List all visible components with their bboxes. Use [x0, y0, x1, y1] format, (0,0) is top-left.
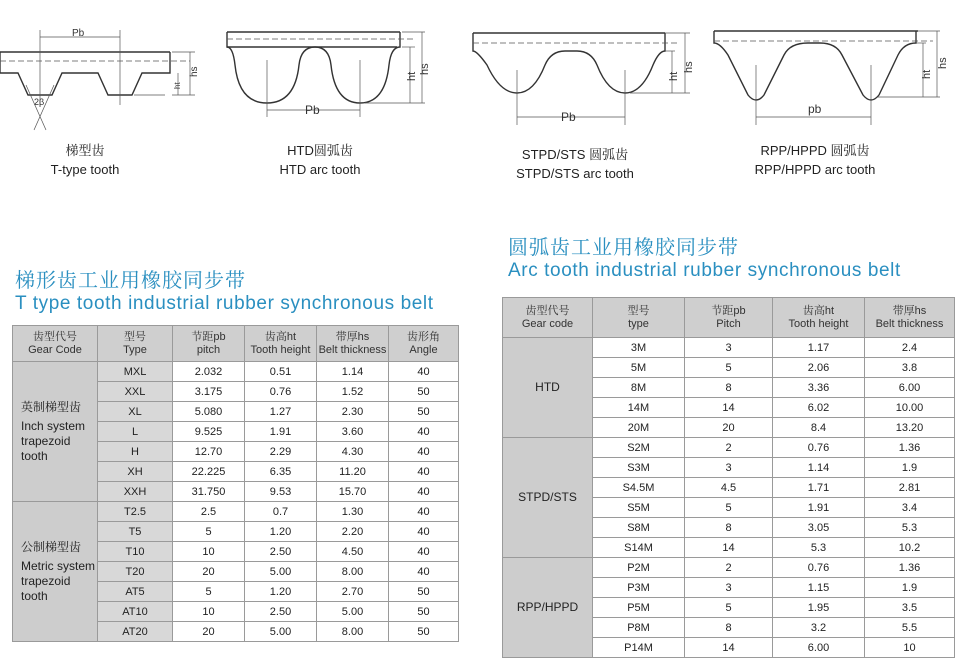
group-label-zh: 英制梯型齿	[21, 399, 82, 414]
belt-thickness-cell: 1.36	[865, 558, 955, 578]
angle-cell: 40	[389, 442, 459, 462]
tooth-height-cell: 2.29	[245, 442, 317, 462]
tooth-height-cell: 3.05	[773, 518, 865, 538]
tooth-height-cell: 6.35	[245, 462, 317, 482]
angle-cell: 40	[389, 422, 459, 442]
stpd-caption	[495, 145, 655, 183]
gear-code-group-cell	[13, 362, 98, 502]
type-cell: 8M	[593, 378, 685, 398]
pb-label: Pb	[72, 28, 85, 39]
type-cell: H	[98, 442, 173, 462]
pitch-cell: 9.525	[173, 422, 245, 442]
t-type-caption-en: T-type tooth	[50, 162, 120, 177]
tooth-height-cell: 1.17	[773, 338, 865, 358]
pitch-cell: 3.175	[173, 382, 245, 402]
angle-cell: 40	[389, 362, 459, 382]
pitch-cell: 5	[173, 522, 245, 542]
gear-code-group-cell: HTD	[503, 338, 593, 438]
pitch-cell: 10	[173, 602, 245, 622]
header-type: 型号 type	[593, 298, 685, 338]
pitch-cell: 5	[685, 358, 773, 378]
tooth-height-cell: 5.00	[245, 562, 317, 582]
pitch-cell: 2	[685, 438, 773, 458]
tooth-height-cell: 0.51	[245, 362, 317, 382]
pitch-cell: 2.032	[173, 362, 245, 382]
rpp-caption	[735, 141, 895, 179]
tooth-height-cell: 3.36	[773, 378, 865, 398]
t-type-caption	[15, 141, 155, 179]
pitch-cell: 12.70	[173, 442, 245, 462]
belt-thickness-cell: 10	[865, 638, 955, 658]
type-cell: XH	[98, 462, 173, 482]
type-cell: P5M	[593, 598, 685, 618]
pitch-cell: 20	[685, 418, 773, 438]
type-cell: S4.5M	[593, 478, 685, 498]
tooth-height-cell: 1.27	[245, 402, 317, 422]
angle-cell: 40	[389, 502, 459, 522]
angle-cell: 50	[389, 402, 459, 422]
belt-thickness-cell: 8.00	[317, 622, 389, 642]
stpd-caption-en: STPD/STS arc tooth	[516, 166, 634, 181]
arc-section-heading	[508, 231, 901, 282]
t-table-body	[13, 362, 459, 642]
pitch-cell: 22.225	[173, 462, 245, 482]
belt-thickness-cell: 6.00	[865, 378, 955, 398]
belt-thickness-cell: 1.9	[865, 458, 955, 478]
pb-label: Pb	[305, 103, 320, 117]
type-cell: P3M	[593, 578, 685, 598]
type-cell: MXL	[98, 362, 173, 382]
type-cell: 3M	[593, 338, 685, 358]
pitch-cell: 2	[685, 558, 773, 578]
belt-thickness-cell: 2.70	[317, 582, 389, 602]
gear-code-group-cell: RPP/HPPD	[503, 558, 593, 658]
pitch-cell: 8	[685, 378, 773, 398]
header-angle: 齿形角 Angle	[389, 326, 459, 362]
t-section-heading	[15, 264, 434, 315]
angle-cell: 50	[389, 602, 459, 622]
htd-caption	[240, 141, 400, 179]
t-table-header-row	[13, 326, 459, 362]
pitch-cell: 3	[685, 458, 773, 478]
table-row	[13, 362, 459, 382]
pitch-cell: 31.750	[173, 482, 245, 502]
tooth-height-cell: 8.4	[773, 418, 865, 438]
t-type-tooth-drawing	[0, 25, 210, 140]
type-cell: AT20	[98, 622, 173, 642]
type-cell: AT5	[98, 582, 173, 602]
type-cell: S2M	[593, 438, 685, 458]
tooth-height-cell: 6.02	[773, 398, 865, 418]
tooth-height-cell: 0.76	[245, 382, 317, 402]
pitch-cell: 5.080	[173, 402, 245, 422]
header-belt-thickness: 带厚hs Belt thickness	[865, 298, 955, 338]
pitch-cell: 8	[685, 618, 773, 638]
belt-thickness-cell: 2.20	[317, 522, 389, 542]
type-cell: 5M	[593, 358, 685, 378]
type-cell: S5M	[593, 498, 685, 518]
type-cell: P8M	[593, 618, 685, 638]
belt-thickness-cell: 1.14	[317, 362, 389, 382]
belt-thickness-cell: 3.4	[865, 498, 955, 518]
htd-tooth-diagram	[215, 25, 435, 125]
pitch-cell: 20	[173, 622, 245, 642]
angle-label: 2β	[34, 97, 45, 107]
angle-cell: 50	[389, 382, 459, 402]
tooth-height-cell: 1.15	[773, 578, 865, 598]
type-cell: XXH	[98, 482, 173, 502]
header-gear-code: 齿型代号 Gear code	[503, 298, 593, 338]
pitch-cell: 20	[173, 562, 245, 582]
belt-thickness-cell: 10.00	[865, 398, 955, 418]
type-cell: L	[98, 422, 173, 442]
belt-thickness-cell: 1.30	[317, 502, 389, 522]
pitch-cell: 14	[685, 638, 773, 658]
stpd-tooth-diagram	[465, 25, 695, 130]
belt-thickness-cell: 2.81	[865, 478, 955, 498]
table-row	[13, 502, 459, 522]
tooth-height-cell: 2.50	[245, 542, 317, 562]
belt-thickness-cell: 1.52	[317, 382, 389, 402]
t-section-title-zh: 梯形齿工业用橡胶同步带	[15, 270, 246, 292]
pitch-cell: 5	[173, 582, 245, 602]
ht-label: ht	[173, 82, 182, 89]
hs-label: hs	[683, 61, 695, 73]
belt-thickness-cell: 2.30	[317, 402, 389, 422]
angle-cell: 40	[389, 562, 459, 582]
tooth-height-cell: 3.2	[773, 618, 865, 638]
pitch-cell: 4.5	[685, 478, 773, 498]
angle-cell: 40	[389, 542, 459, 562]
type-cell: XL	[98, 402, 173, 422]
header-pitch: 节距pb pitch	[173, 326, 245, 362]
rpp-tooth-drawing	[708, 25, 953, 130]
pitch-cell: 8	[685, 518, 773, 538]
stpd-tooth-drawing	[465, 25, 695, 130]
angle-cell: 50	[389, 582, 459, 602]
type-cell: S3M	[593, 458, 685, 478]
tooth-height-cell: 1.20	[245, 522, 317, 542]
belt-thickness-cell: 4.50	[317, 542, 389, 562]
type-cell: P14M	[593, 638, 685, 658]
rpp-caption-zh: RPP/HPPD 圆弧齿	[760, 143, 870, 158]
angle-cell: 40	[389, 522, 459, 542]
type-cell: S14M	[593, 538, 685, 558]
belt-thickness-cell: 10.2	[865, 538, 955, 558]
pitch-cell: 3	[685, 578, 773, 598]
tooth-height-cell: 5.00	[245, 622, 317, 642]
stpd-caption-zh: STPD/STS 圆弧齿	[521, 147, 629, 162]
tooth-height-cell: 1.14	[773, 458, 865, 478]
table-row	[503, 558, 955, 578]
type-cell: T20	[98, 562, 173, 582]
angle-cell: 50	[389, 622, 459, 642]
belt-thickness-cell: 5.5	[865, 618, 955, 638]
tooth-height-cell: 1.91	[245, 422, 317, 442]
ht-label: ht	[668, 71, 680, 81]
pitch-cell: 2.5	[173, 502, 245, 522]
type-cell: 14M	[593, 398, 685, 418]
tooth-height-cell: 1.95	[773, 598, 865, 618]
t-type-tooth-diagram	[0, 25, 210, 140]
arc-table-body	[503, 338, 955, 658]
belt-thickness-cell: 5.00	[317, 602, 389, 622]
ht-label: ht	[921, 69, 933, 79]
gear-code-group-cell: STPD/STS	[503, 438, 593, 558]
tooth-height-cell: 0.7	[245, 502, 317, 522]
belt-thickness-cell: 13.20	[865, 418, 955, 438]
pitch-cell: 10	[173, 542, 245, 562]
tooth-height-cell: 1.71	[773, 478, 865, 498]
tooth-height-cell: 5.3	[773, 538, 865, 558]
belt-thickness-cell: 4.30	[317, 442, 389, 462]
pitch-cell: 14	[685, 538, 773, 558]
pitch-cell: 3	[685, 338, 773, 358]
arc-section-title-en: Arc tooth industrial rubber synchronous belt	[508, 260, 901, 281]
header-pitch: 节距pb Pitch	[685, 298, 773, 338]
table-row	[503, 338, 955, 358]
pb-label: Pb	[561, 110, 576, 124]
belt-thickness-cell: 11.20	[317, 462, 389, 482]
pitch-cell: 14	[685, 398, 773, 418]
htd-caption-zh: HTD圆弧齿	[287, 143, 353, 158]
arc-section-title-zh: 圆弧齿工业用橡胶同步带	[508, 237, 739, 259]
header-belt-thickness: 带厚hs Belt thickness	[317, 326, 389, 362]
rpp-tooth-diagram	[708, 25, 953, 130]
tooth-height-cell: 2.50	[245, 602, 317, 622]
group-label-en: Inch system trapezoid tooth	[21, 418, 86, 463]
header-gear-code: 齿型代号 Gear Code	[13, 326, 98, 362]
type-cell: T5	[98, 522, 173, 542]
tooth-height-cell: 2.06	[773, 358, 865, 378]
belt-thickness-cell: 3.5	[865, 598, 955, 618]
hs-label: hs	[937, 57, 949, 69]
header-tooth-height: 齿高ht Tooth height	[245, 326, 317, 362]
belt-thickness-cell: 2.4	[865, 338, 955, 358]
type-cell: 20M	[593, 418, 685, 438]
tooth-height-cell: 6.00	[773, 638, 865, 658]
t-type-caption-zh: 梯型齿	[65, 143, 105, 158]
belt-thickness-cell: 5.3	[865, 518, 955, 538]
type-cell: P2M	[593, 558, 685, 578]
arc-table-header-row	[503, 298, 955, 338]
angle-cell: 40	[389, 462, 459, 482]
belt-thickness-cell: 1.36	[865, 438, 955, 458]
angle-cell: 40	[389, 482, 459, 502]
header-type: 型号 Type	[98, 326, 173, 362]
tooth-height-cell: 1.91	[773, 498, 865, 518]
tooth-height-cell: 0.76	[773, 558, 865, 578]
belt-thickness-cell: 3.8	[865, 358, 955, 378]
pitch-cell: 5	[685, 598, 773, 618]
type-cell: S8M	[593, 518, 685, 538]
pb-label: pb	[808, 102, 822, 116]
header-tooth-height: 齿高ht Tooth height	[773, 298, 865, 338]
htd-caption-en: HTD arc tooth	[279, 162, 361, 177]
gear-code-group-cell	[13, 502, 98, 642]
tooth-height-cell: 9.53	[245, 482, 317, 502]
belt-thickness-cell: 3.60	[317, 422, 389, 442]
tooth-height-cell: 1.20	[245, 582, 317, 602]
type-cell: T10	[98, 542, 173, 562]
rpp-caption-en: RPP/HPPD arc tooth	[754, 162, 876, 177]
t-section-title-en: T type tooth industrial rubber synchronous belt	[15, 293, 434, 314]
belt-thickness-cell: 15.70	[317, 482, 389, 502]
type-cell: XXL	[98, 382, 173, 402]
tooth-height-cell: 0.76	[773, 438, 865, 458]
type-cell: T2.5	[98, 502, 173, 522]
group-label-zh: 公制梯型齿	[21, 539, 82, 554]
pitch-cell: 5	[685, 498, 773, 518]
arc-spec-table	[502, 297, 955, 658]
t-type-spec-table	[12, 325, 459, 642]
table-row	[503, 438, 955, 458]
ht-label: ht	[406, 71, 418, 81]
htd-tooth-drawing	[215, 25, 435, 125]
hs-label: hs	[419, 63, 431, 75]
hs-label: hs	[189, 66, 200, 77]
belt-thickness-cell: 1.9	[865, 578, 955, 598]
group-label-en: Metric system trapezoid tooth	[21, 558, 96, 603]
belt-thickness-cell: 8.00	[317, 562, 389, 582]
type-cell: AT10	[98, 602, 173, 622]
